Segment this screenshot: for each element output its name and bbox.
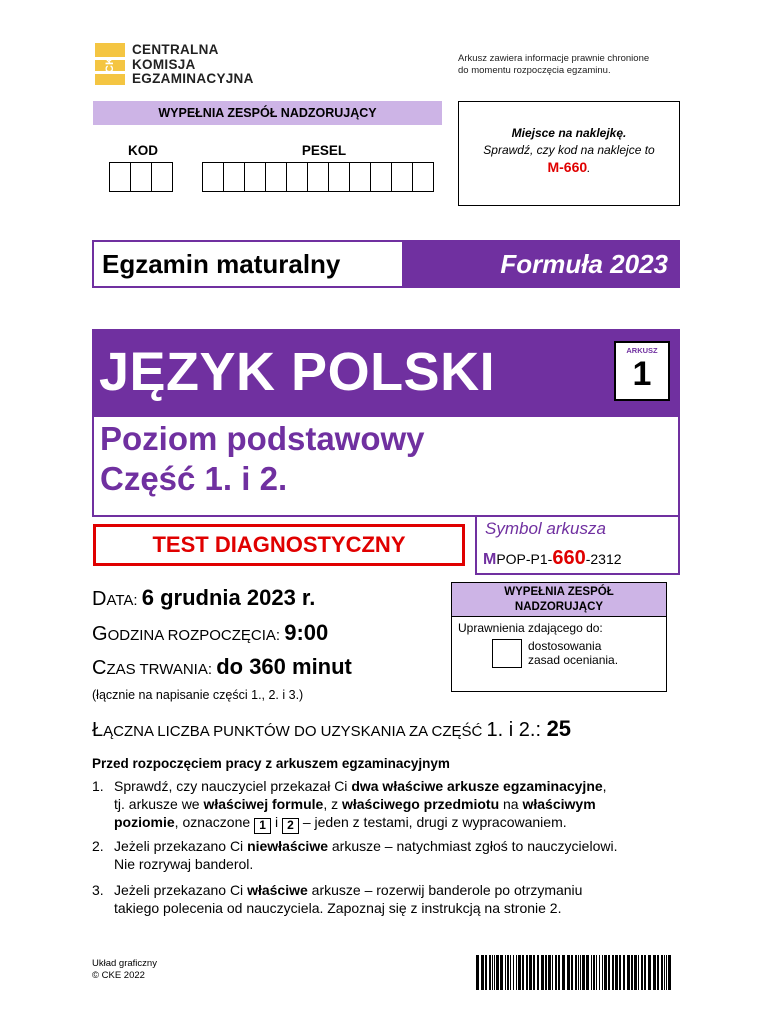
kod-cell[interactable] (109, 162, 131, 192)
sticker-area (458, 101, 680, 206)
text: Jeżeli przekazano Ci (114, 838, 248, 854)
date-label: ATA: (106, 592, 142, 609)
notice-line: do momentu rozpoczęcia egzaminu. (458, 65, 611, 76)
text: właściwe (247, 882, 308, 898)
logo-line: KOMISJA (132, 56, 196, 72)
instruction-number: 3. (92, 882, 104, 898)
exam-formula: Formuła 2023 (500, 249, 668, 279)
points-cap: Ł (92, 719, 104, 741)
footer-line: Układ graficzny (92, 958, 157, 969)
sticker-dot: . (587, 161, 591, 175)
symbol-code (483, 547, 622, 570)
time-row (92, 620, 328, 646)
text: Sprawdź, czy nauczyciel przekazał Ci (114, 778, 352, 794)
notice-line: Arkusz zawiera informacje prawnie chronione (458, 53, 650, 64)
kod-cell[interactable] (130, 162, 152, 192)
arkusz-1-mark: 1 (254, 818, 271, 834)
exam-title: Egzamin maturalny (94, 242, 402, 286)
legal-notice (458, 53, 718, 77)
supervisor-head-line: NADZORUJĄCY (514, 601, 604, 613)
points-value: 25 (546, 716, 572, 741)
kod-label: KOD (128, 143, 158, 158)
adjustment-checkbox[interactable] (492, 639, 522, 668)
date-row (92, 585, 315, 611)
logo-text (132, 43, 254, 87)
instructions-heading: Przed rozpoczęciem pracy z arkuszem egzaminacyjnym (92, 756, 450, 771)
duration-value: do 360 minut (216, 654, 352, 679)
duration-row (92, 654, 352, 680)
option-line: dostosowania (528, 639, 602, 653)
svg-text:CK: CK (104, 57, 116, 73)
arkusz-box (614, 341, 670, 401)
pesel-boxes[interactable] (202, 162, 433, 192)
instruction-number: 1. (92, 778, 104, 794)
pesel-cell[interactable] (349, 162, 371, 192)
logo-line: EGZAMINACYJNA (132, 71, 254, 86)
text: arkusze – rozerwij banderole po otrzymaniu (307, 882, 583, 898)
exam-bar (92, 240, 680, 288)
symbol-box (475, 517, 680, 575)
text: – jeden z testami, drugi z wypracowaniem. (298, 814, 567, 830)
instruction-item (92, 881, 682, 919)
text: takiego polecenia od nauczyciela. Zapoznaj się z instrukcją na stronie 2. (114, 900, 562, 916)
text: właściwej formule (203, 796, 324, 812)
instruction-item (92, 837, 682, 875)
pesel-cell[interactable] (223, 162, 245, 192)
pesel-cell[interactable] (202, 162, 224, 192)
pesel-cell[interactable] (412, 162, 434, 192)
footer (92, 958, 157, 982)
supervisor-bar: WYPEŁNIA ZESPÓŁ NADZORUJĄCY (93, 101, 442, 125)
option-line: zasad oceniania. (528, 653, 619, 667)
pesel-cell[interactable] (328, 162, 350, 192)
date-cap: D (92, 588, 107, 610)
pesel-cell[interactable] (370, 162, 392, 192)
pesel-label: PESEL (301, 143, 347, 158)
text: arkusze – natychmiast zgłoś to nauczycielowi. (328, 838, 618, 854)
kod-boxes[interactable] (109, 162, 172, 192)
pesel-cell[interactable] (391, 162, 413, 192)
text: niewłaściwe (247, 838, 328, 854)
text: Jeżeli przekazano Ci (114, 882, 248, 898)
points-parts: 1. i 2.: (486, 719, 547, 741)
test-label: TEST DIAGNOSTYCZNY (93, 524, 465, 566)
date-value: 6 grudnia 2023 r. (141, 585, 316, 610)
arkusz-2-mark: 2 (282, 818, 299, 834)
sticker-code: M-660 (547, 159, 588, 175)
duration-cap: C (92, 657, 107, 679)
pesel-cell[interactable] (244, 162, 266, 192)
text: poziomie (114, 814, 175, 830)
barcode-icon (476, 955, 672, 990)
instruction-number: 2. (92, 838, 104, 854)
points-row (92, 716, 571, 742)
symbol-red: 660 (552, 547, 586, 569)
pesel-cell[interactable] (265, 162, 287, 192)
instruction-item (92, 777, 682, 833)
supervisor-box (451, 582, 667, 692)
time-value: 9:00 (284, 620, 329, 645)
kod-cell[interactable] (151, 162, 173, 192)
symbol-suffix: -2312 (585, 551, 622, 567)
symbol-label: Symbol arkusza (485, 519, 606, 538)
arkusz-label: ARKUSZ (626, 346, 658, 355)
text: właściwym (522, 796, 596, 812)
text: i (271, 814, 282, 830)
sticker-instruction: Sprawdź, czy kod na naklejce to (483, 143, 655, 157)
time-cap: G (92, 623, 108, 645)
supervisor-box-head (452, 583, 666, 617)
level-line: Poziom podstawowy (100, 420, 425, 457)
subject-title: JĘZYK POLSKI (99, 342, 496, 402)
text: , (602, 778, 607, 794)
text: , oznaczone (174, 814, 255, 830)
symbol-prefix: M (483, 551, 497, 568)
cke-logo (95, 43, 285, 88)
text: Nie rozrywaj banderol. (114, 856, 254, 872)
part-line: Część 1. i 2. (100, 460, 288, 497)
level-box (94, 417, 678, 515)
adjustment-option (528, 639, 618, 667)
points-label: ĄCZNA LICZBA PUNKTÓW DO UZYSKANIA ZA CZĘŚĆ (103, 723, 487, 740)
text: na (499, 796, 523, 812)
arkusz-number: 1 (632, 355, 652, 393)
text: tj. arkusze we (114, 796, 204, 812)
entitlements-label: Uprawnienia zdającego do: (458, 621, 603, 635)
supervisor-head-line: WYPEŁNIA ZESPÓŁ (504, 586, 614, 598)
time-label: ODZINA ROZPOCZĘCIA: (107, 627, 285, 644)
duration-label: ZAS TRWANIA: (106, 661, 217, 678)
logo-line: CENTRALNA (132, 42, 219, 57)
cke-logo-icon (95, 43, 125, 85)
symbol-middle: POP-P1- (496, 551, 553, 567)
text: dwa właściwe arkusze egzaminacyjne (351, 778, 603, 794)
sticker-title: Miejsce na naklejkę. (511, 126, 627, 140)
footer-line: © CKE 2022 (92, 970, 145, 981)
pesel-cell[interactable] (307, 162, 329, 192)
subject-block (92, 329, 680, 517)
duration-note: (łącznie na napisanie części 1., 2. i 3.) (92, 688, 304, 702)
pesel-cell[interactable] (286, 162, 308, 192)
text: właściwego przedmiotu (341, 796, 500, 812)
text: , z (323, 796, 342, 812)
